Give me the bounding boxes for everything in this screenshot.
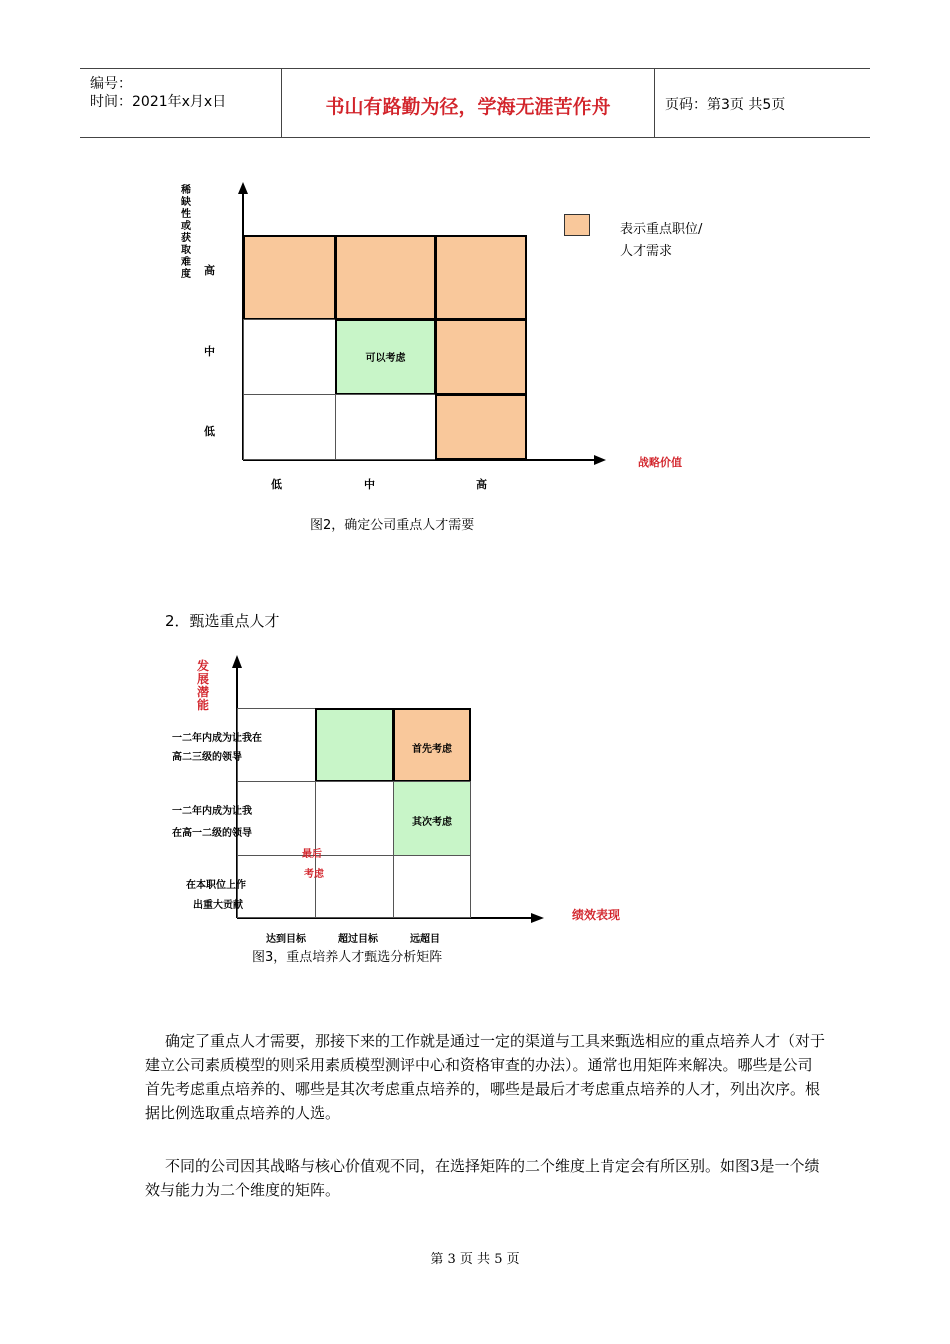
last-label-1: 最后 bbox=[302, 849, 322, 860]
col-label-low: 低 bbox=[271, 478, 282, 491]
cell-r1-c2 bbox=[315, 708, 394, 782]
row-label-3a: 在本职位上作 bbox=[186, 880, 246, 891]
legend-swatch bbox=[564, 214, 590, 236]
col-label-3: 远超目 bbox=[410, 934, 440, 945]
figure-3-caption: 图3，重点培养人才甄选分析矩阵 bbox=[252, 950, 443, 965]
figure-2-caption: 图2，确定公司重点人才需要 bbox=[310, 518, 475, 533]
col-label-1: 达到目标 bbox=[266, 934, 306, 945]
y-axis-label: 稀缺性或获取难度 bbox=[181, 185, 191, 280]
cell-low-high bbox=[435, 394, 527, 460]
col-label-high: 高 bbox=[476, 478, 487, 491]
row-label-low: 低 bbox=[204, 425, 215, 438]
legend-text: 表示重点职位/人才需求 bbox=[620, 222, 703, 259]
page-footer: 第 3 页 共 5 页 bbox=[430, 1252, 520, 1267]
x-axis-arrow bbox=[531, 913, 544, 923]
figure-3 bbox=[0, 640, 950, 970]
motto: 书山有路勤为径，学海无涯苦作舟 bbox=[325, 96, 611, 118]
row-label-1b: 高二三级的领导 bbox=[172, 752, 242, 763]
cell-mid-mid bbox=[335, 319, 436, 395]
row-label-1a: 一二年内成为让我在 bbox=[172, 733, 262, 744]
section-heading: 2．甄选重点人才 bbox=[165, 612, 280, 630]
cell-low-mid bbox=[335, 394, 436, 460]
x-axis-label: 战略价值 bbox=[638, 456, 682, 469]
paragraph-2: 不同的公司因其战略与核心价值观不同，在选择矩阵的二个维度上肯定会有所区别。如图3是一个绩效与能力为二个维度的矩阵。 bbox=[145, 1157, 820, 1199]
cell-r1-c1 bbox=[237, 708, 316, 782]
cell-r3-c3 bbox=[393, 855, 471, 918]
x-axis-label: 绩效表现 bbox=[572, 908, 621, 922]
cell-r3-c2 bbox=[315, 855, 394, 918]
row-label-3b: 出重大贡献 bbox=[193, 900, 243, 911]
col-label-2: 超过目标 bbox=[338, 934, 378, 945]
cell-low-low bbox=[243, 394, 336, 460]
cell-second-text: 其次考虑 bbox=[412, 817, 452, 828]
y-axis-arrow bbox=[238, 182, 248, 194]
cell-high-low bbox=[243, 235, 336, 320]
cell-consider-text: 可以考虑 bbox=[365, 353, 406, 364]
row-label-high: 高 bbox=[204, 264, 215, 277]
figure-3-axes bbox=[0, 640, 950, 970]
cell-first-text: 首先考虑 bbox=[412, 744, 452, 755]
y-axis-label: 发展潜能 bbox=[196, 659, 209, 712]
col-label-mid: 中 bbox=[364, 478, 375, 491]
paragraph-1: 确定了重点人才需要，那接下来的工作就是通过一定的渠道与工具来甄选相应的重点培养人才（对于建立公司素质模型的则采用素质模型测评中心和资格审查的办法）。通常也用矩阵来解决。哪些是公司首先考虑重点培养的、哪些是其次考虑重点培养的，哪些是最后才考虑重点培养的人才，列出次序。根据比例选取重点培养的人选。 bbox=[145, 1032, 826, 1122]
cell-r1-c3 bbox=[393, 708, 471, 782]
y-axis-arrow bbox=[232, 655, 242, 668]
time-label: 时间：2021年x月x日 bbox=[90, 94, 227, 110]
cell-high-high bbox=[435, 235, 527, 320]
cell-high-mid bbox=[335, 235, 436, 320]
cell-r2-c2 bbox=[315, 781, 394, 856]
x-axis-arrow bbox=[594, 455, 606, 465]
row-label-2a: 一二年内成为让我 bbox=[172, 806, 252, 817]
page-info: 页码：第3页 共5页 bbox=[665, 97, 786, 113]
number-label: 编号： bbox=[90, 76, 132, 92]
row-label-2b: 在高一二级的领导 bbox=[172, 828, 252, 839]
cell-r2-c3 bbox=[393, 781, 471, 856]
cell-mid-low bbox=[243, 319, 336, 395]
figure-2 bbox=[0, 0, 950, 560]
row-label-mid: 中 bbox=[204, 345, 215, 358]
cell-mid-high bbox=[435, 319, 527, 395]
last-label-2: 考虑 bbox=[304, 869, 324, 880]
